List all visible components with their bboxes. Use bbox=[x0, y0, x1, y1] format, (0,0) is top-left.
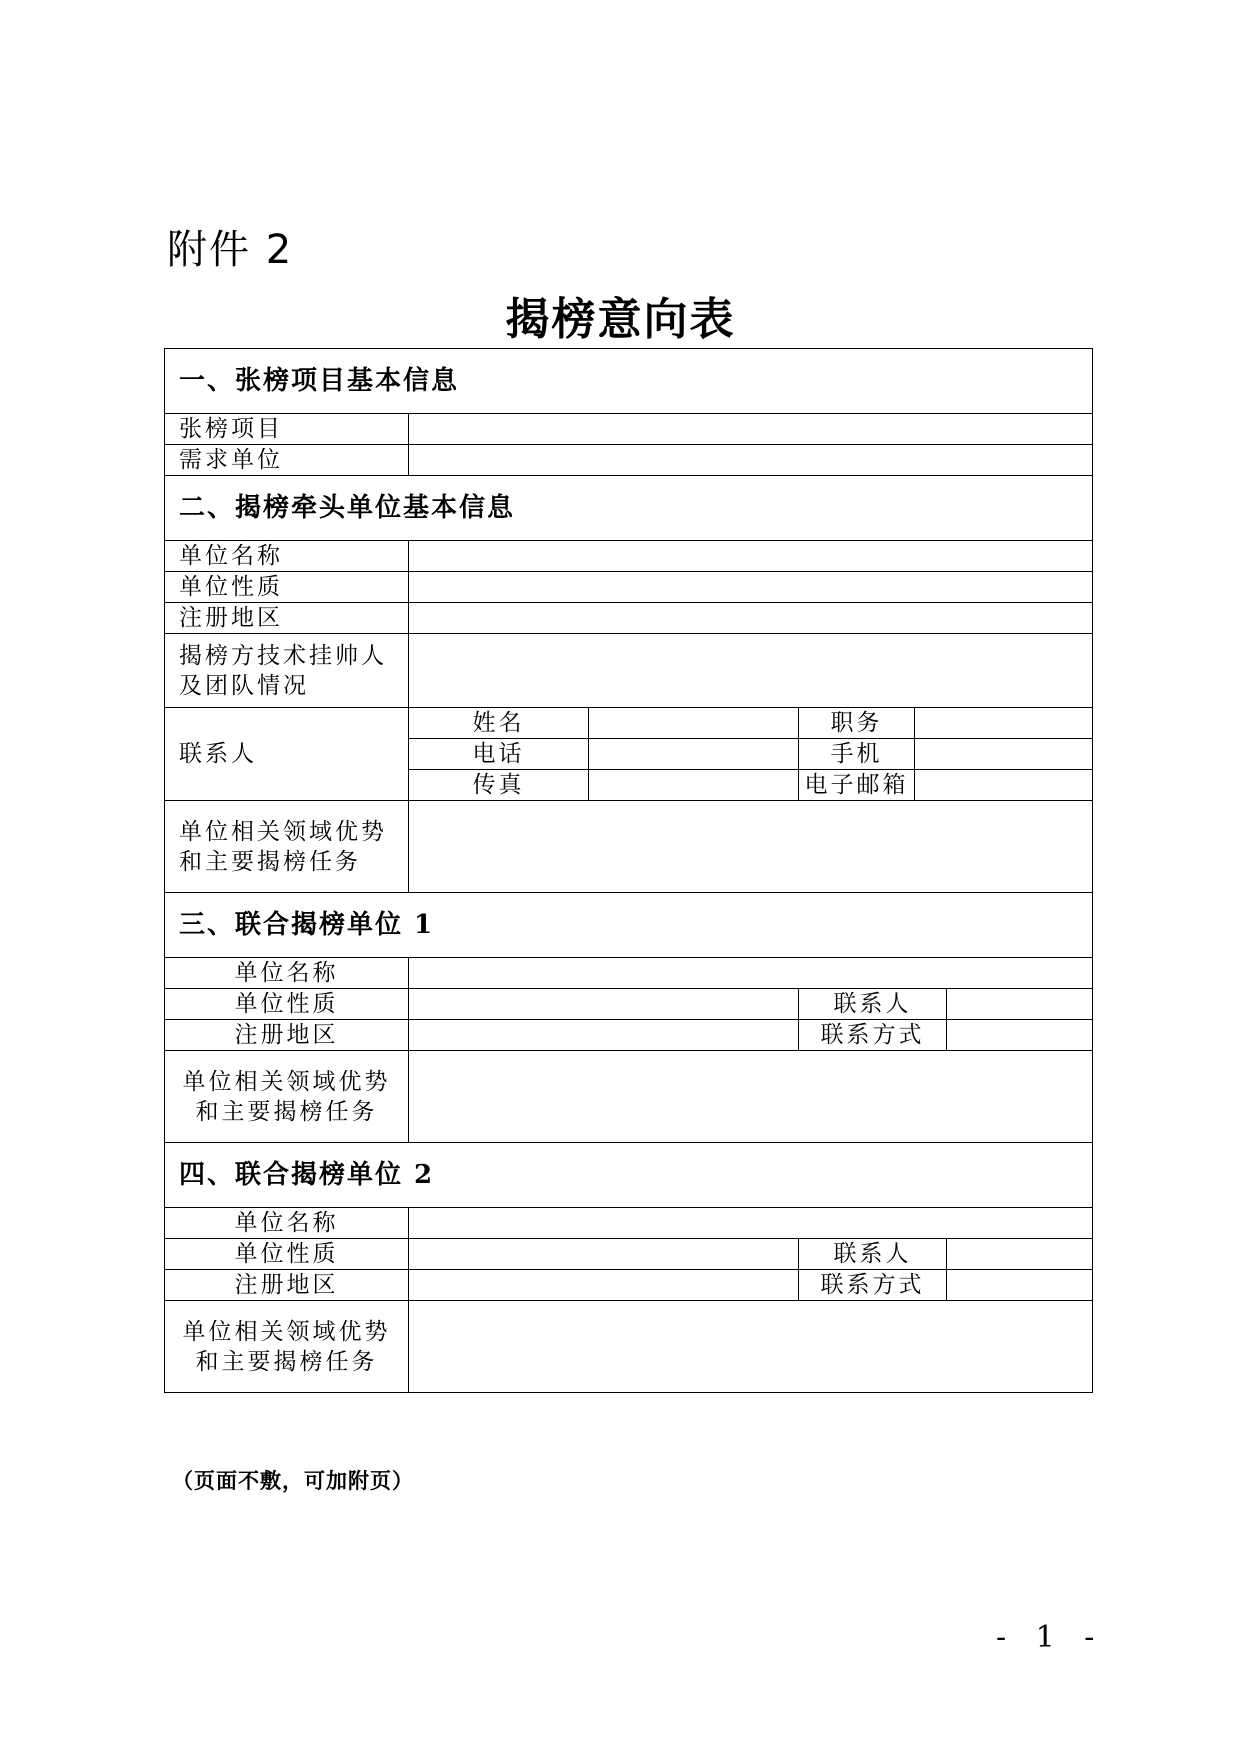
lead-advantage-line2: 和主要揭榜任务 bbox=[179, 848, 361, 875]
contact-name-label: 姓名 bbox=[409, 708, 589, 739]
joint2-advantage-line2: 和主要揭榜任务 bbox=[195, 1348, 378, 1375]
joint1-advantage-line1: 单位相关领域优势 bbox=[182, 1068, 391, 1095]
joint1-advantage-field[interactable] bbox=[409, 1051, 1093, 1143]
contact-phone-field[interactable] bbox=[589, 739, 799, 770]
joint1-region-label: 注册地区 bbox=[165, 1020, 409, 1051]
contact-fax-field[interactable] bbox=[589, 770, 799, 801]
lead-advantage-field[interactable] bbox=[409, 801, 1093, 893]
joint2-nature-label: 单位性质 bbox=[165, 1239, 409, 1270]
demand-unit-field[interactable] bbox=[409, 445, 1093, 476]
section1-heading: 一、张榜项目基本信息 bbox=[165, 349, 1093, 414]
section2-heading: 二、揭榜牵头单位基本信息 bbox=[165, 476, 1093, 541]
joint1-name-label: 单位名称 bbox=[165, 958, 409, 989]
joint1-region-field[interactable] bbox=[409, 1020, 799, 1051]
section4-heading: 四、联合揭榜单位 2 bbox=[165, 1143, 1093, 1208]
lead-advantage-label bbox=[165, 801, 409, 893]
joint1-contact-method-field[interactable] bbox=[947, 1020, 1093, 1051]
section3-heading: 三、联合揭榜单位 1 bbox=[165, 893, 1093, 958]
tech-leader-label-line1: 揭榜方技术挂帅人 bbox=[179, 642, 387, 669]
lead-unit-nature-label: 单位性质 bbox=[165, 572, 409, 603]
attachment-label: 附件 2 bbox=[167, 227, 294, 273]
joint1-advantage-label bbox=[165, 1051, 409, 1143]
contact-position-field[interactable] bbox=[915, 708, 1093, 739]
joint2-contact-method-field[interactable] bbox=[947, 1270, 1093, 1301]
joint1-contact-person-label: 联系人 bbox=[799, 989, 947, 1020]
intent-form-table bbox=[164, 348, 1093, 1393]
demand-unit-label: 需求单位 bbox=[165, 445, 409, 476]
footer-note: （页面不敷，可加附页） bbox=[172, 1468, 414, 1493]
joint1-contact-method-label: 联系方式 bbox=[799, 1020, 947, 1051]
contact-mobile-label: 手机 bbox=[799, 739, 915, 770]
joint2-nature-field[interactable] bbox=[409, 1239, 799, 1270]
joint1-name-field[interactable] bbox=[409, 958, 1093, 989]
lead-unit-name-field[interactable] bbox=[409, 541, 1093, 572]
joint2-advantage-label bbox=[165, 1301, 409, 1393]
joint1-advantage-line2: 和主要揭榜任务 bbox=[195, 1098, 378, 1125]
contact-fax-label: 传真 bbox=[409, 770, 589, 801]
lead-unit-nature-field[interactable] bbox=[409, 572, 1093, 603]
joint2-contact-person-label: 联系人 bbox=[799, 1239, 947, 1270]
joint2-contact-person-field[interactable] bbox=[947, 1239, 1093, 1270]
contact-email-field[interactable] bbox=[915, 770, 1093, 801]
joint2-region-label: 注册地区 bbox=[165, 1270, 409, 1301]
joint2-name-field[interactable] bbox=[409, 1208, 1093, 1239]
contact-mobile-field[interactable] bbox=[915, 739, 1093, 770]
joint1-contact-person-field[interactable] bbox=[947, 989, 1093, 1020]
page-title: 揭榜意向表 bbox=[505, 294, 736, 345]
contact-email-label: 电子邮箱 bbox=[799, 770, 915, 801]
joint2-region-field[interactable] bbox=[409, 1270, 799, 1301]
contact-position-label: 职务 bbox=[799, 708, 915, 739]
contact-label: 联系人 bbox=[165, 708, 409, 801]
tech-leader-label bbox=[165, 634, 409, 708]
lead-advantage-line1: 单位相关领域优势 bbox=[179, 818, 387, 845]
project-field[interactable] bbox=[409, 414, 1093, 445]
joint1-nature-label: 单位性质 bbox=[165, 989, 409, 1020]
lead-unit-region-field[interactable] bbox=[409, 603, 1093, 634]
joint2-contact-method-label: 联系方式 bbox=[799, 1270, 947, 1301]
lead-unit-region-label: 注册地区 bbox=[165, 603, 409, 634]
joint2-name-label: 单位名称 bbox=[165, 1208, 409, 1239]
contact-name-field[interactable] bbox=[589, 708, 799, 739]
tech-leader-label-line2: 及团队情况 bbox=[179, 672, 309, 699]
joint2-advantage-field[interactable] bbox=[409, 1301, 1093, 1393]
contact-phone-label: 电话 bbox=[409, 739, 589, 770]
joint1-nature-field[interactable] bbox=[409, 989, 799, 1020]
project-label: 张榜项目 bbox=[165, 414, 409, 445]
joint2-advantage-line1: 单位相关领域优势 bbox=[182, 1318, 391, 1345]
tech-leader-field[interactable] bbox=[409, 634, 1093, 708]
lead-unit-name-label: 单位名称 bbox=[165, 541, 409, 572]
page-number: - 1 - bbox=[996, 1620, 1105, 1655]
